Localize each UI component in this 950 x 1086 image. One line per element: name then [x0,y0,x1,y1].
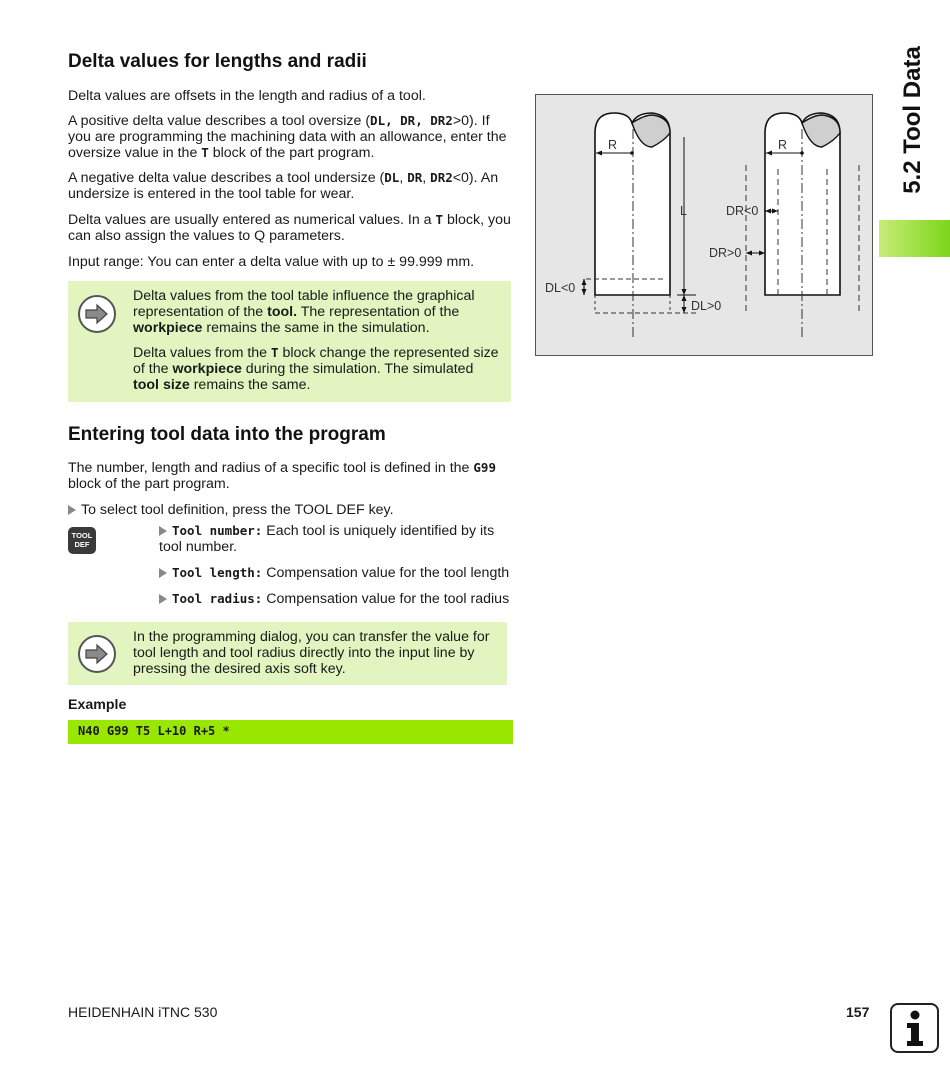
label-dl-negative: DL<0 [545,281,576,295]
footer-manual-title: HEIDENHAIN iTNC 530 [68,1004,218,1020]
label-radius-1: R [608,138,618,152]
chapter-sidebar-title: 5.2 Tool Data [899,46,926,194]
step-select-tool-def: To select tool definition, press the TOOL DEF key. [68,502,513,518]
arrow-right-icon [78,635,116,673]
page-number: 157 [846,1004,870,1020]
paragraph-negative-delta: A negative delta value describes a tool undersize (DL, DR, DR2<0). An undersize is entered in the tool table for wear. [68,170,499,202]
note-box-graphics [68,281,511,402]
info-icon [890,1003,939,1053]
tool-def-key-icon: TOOL DEF [68,527,96,554]
example-code-block [68,720,513,744]
paragraph-numerical-values: Delta values are usually entered as numerical values. In a T block, you can also assign the values to Q parameters. [68,212,511,244]
note-box-programming-dialog [68,622,507,685]
example-heading: Example [68,697,127,713]
note-text-tool-table: Delta values from the tool table influence the graphical representation of the tool. The representation of the workpiece remains the same in the simulation. [133,288,475,336]
delta-diagram-svg [536,95,872,355]
label-radius-2: R [778,138,788,152]
step-arrow-icon [159,526,167,536]
step-arrow-icon [159,594,167,604]
paragraph-input-range: Input range: You can enter a delta value with up to ± 99.999 mm. [68,254,475,270]
note-text-soft-key: In the programming dialog, you can transfer the value for tool length and tool radius directly into the input line by pressing the desired axis soft key. [133,629,490,677]
note-text-t-block: Delta values from the T block change the represented size of the workpiece during the simulation. The simulated tool size remains the same. [133,345,499,393]
section-title-delta-values: Delta values for lengths and radii [68,51,367,72]
paragraph-delta-intro: Delta values are offsets in the length and radius of a tool. [68,88,426,104]
paragraph-g99-block: The number, length and radius of a specific tool is defined in the G99 block of the part program. [68,460,496,492]
label-dl-positive: DL>0 [691,299,722,313]
section-title-entering-tool-data: Entering tool data into the program [68,424,386,445]
label-dr-positive: DR>0 [709,246,742,260]
example-code-text: N40 G99 T5 L+10 R+5 * [78,724,230,738]
label-dr-negative: DR<0 [726,204,759,218]
label-length: L [680,204,687,218]
list-item-tool-number: Tool number: Each tool is uniquely identified by its tool number. [159,523,495,555]
delta-values-diagram [535,94,873,356]
chapter-tab-marker [879,220,950,257]
list-item-tool-radius: Tool radius: Compensation value for the tool radius [159,591,519,607]
arrow-right-icon [78,295,116,333]
step-arrow-icon [68,505,76,515]
paragraph-positive-delta: A positive delta value describes a tool oversize (DL, DR, DR2>0). If you are programming the machining data with an allowance, enter the oversize value in the T block of the part program. [68,113,507,161]
step-arrow-icon [159,568,167,578]
list-item-tool-length: Tool length: Compensation value for the tool length [159,565,519,581]
